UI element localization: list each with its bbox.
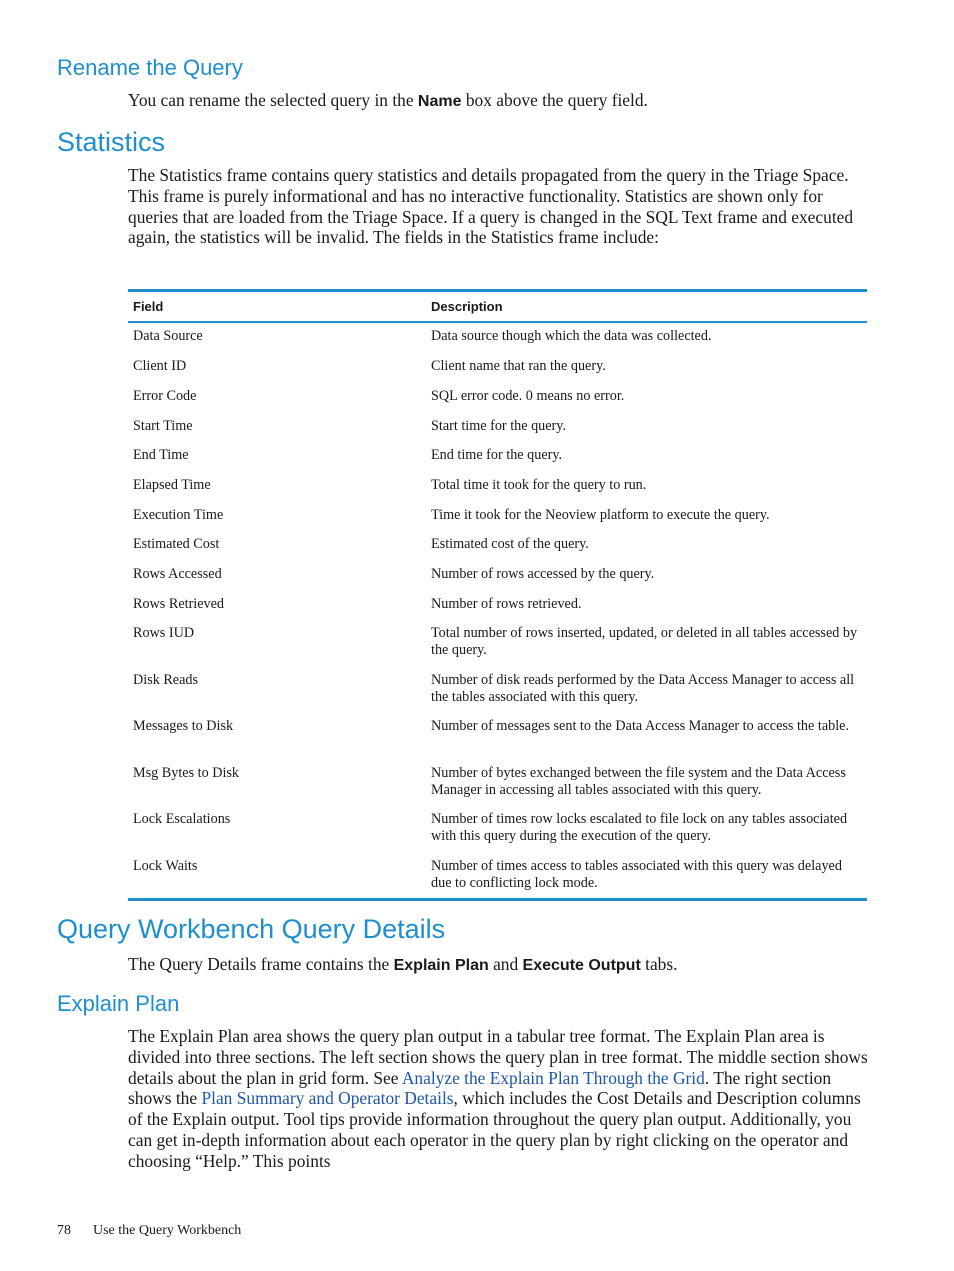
statistics-heading: Statistics <box>57 127 166 157</box>
table-row <box>128 620 867 667</box>
row-description: Total time it took for the query to run. <box>431 477 647 493</box>
table-row <box>128 413 867 442</box>
query-details-text: The Query Details frame contains the Explain Plan and Execute Output tabs. <box>128 954 678 974</box>
analyze-grid-link[interactable]: Analyze the Explain Plan Through the Grid <box>401 1067 705 1088</box>
row-description: Number of times row locks escalated to file lock on any tables associated with this query during the execution of the query. <box>431 811 848 844</box>
page-footer <box>57 1222 263 1240</box>
rename-heading: Rename the Query <box>57 55 243 80</box>
row-field: Error Code <box>133 388 197 404</box>
row-description: Client name that ran the query. <box>431 358 606 374</box>
header-description: Description <box>431 299 503 314</box>
name-ui-label: Name <box>417 93 462 110</box>
row-description: End time for the query. <box>431 447 563 463</box>
table-row <box>128 323 867 353</box>
row-description: Number of times access to tables associated with this query was delayed due to conflicting lock mode. <box>431 858 842 891</box>
query-details-heading: Query Workbench Query Details <box>57 914 446 944</box>
table-row <box>128 531 867 561</box>
plan-summary-link[interactable]: Plan Summary and Operator Details <box>201 1088 454 1109</box>
table-row <box>128 591 867 620</box>
table-row <box>128 561 867 591</box>
footer-section-title: Use the Query Workbench <box>93 1223 242 1238</box>
row-description: Estimated cost of the query. <box>431 536 589 552</box>
row-description: Number of rows retrieved. <box>431 596 582 612</box>
row-field: Client ID <box>133 358 187 374</box>
row-field: Lock Escalations <box>133 811 231 827</box>
row-description: SQL error code. 0 means no error. <box>431 388 625 404</box>
explain-plan-ui-label: Explain Plan <box>393 957 489 974</box>
table-header <box>128 292 867 323</box>
row-description: Total number of rows inserted, updated, or deleted in all tables accessed by the query. <box>431 625 858 658</box>
row-description: Number of bytes exchanged between the file system and the Data Access Manager in accessing all tables associated with this query. <box>431 765 846 798</box>
row-description: Start time for the query. <box>431 418 567 434</box>
execute-output-ui-label: Execute Output <box>522 957 641 974</box>
row-field: Elapsed Time <box>133 477 211 493</box>
table-row <box>128 502 867 531</box>
row-field: Execution Time <box>133 507 224 523</box>
table-row <box>128 472 867 502</box>
row-field: Data Source <box>133 328 203 344</box>
row-description: Number of disk reads performed by the Data Access Manager to access all the tables associated with this query. <box>431 672 855 705</box>
row-field: Start Time <box>133 418 193 434</box>
row-description: Time it took for the Neoview platform to execute the query. <box>431 507 770 523</box>
row-field: Rows IUD <box>133 625 195 641</box>
table-row <box>128 760 867 806</box>
statistics-intro: The Statistics frame contains query statistics and details propagated from the query in the Triage Space. This frame is purely informational and has no interactive functionality. Statistics are shown only for queries that are loaded from the Triage Space. If a query is changed in the SQL Text frame and executed again, the statistics will be invalid. The fields in the Statistics frame include: <box>128 165 854 248</box>
table-row <box>128 713 867 760</box>
row-description: Number of messages sent to the Data Access Manager to access the table. <box>431 718 849 734</box>
table-row <box>128 442 867 472</box>
row-field: End Time <box>133 447 189 463</box>
table-row <box>128 353 867 383</box>
row-field: Estimated Cost <box>133 536 220 552</box>
row-description: Number of rows accessed by the query. <box>431 566 655 582</box>
header-field: Field <box>133 299 164 314</box>
explain-plan-text: The Explain Plan area shows the query plan output in a tabular tree format. The Explain Plan area is divided into three sections. The left section shows the query plan in tree format. The middle section shows details about the plan in grid form. See Analyze the Explain Plan Through the Grid. The right section shows the Plan Summary and Operator Details, which includes the Cost Details and Description columns of the Explain output. Tool tips provide information throughout the query plan output. Additionally, you can get in-depth information about each operator in the query plan by right clicking on the operator and choosing “Help.” This points <box>128 1026 868 1171</box>
table-row <box>128 383 867 413</box>
row-description: Data source though which the data was collected. <box>431 328 712 344</box>
table-body <box>128 323 867 898</box>
row-field: Rows Retrieved <box>133 596 225 612</box>
explain-plan-heading: Explain Plan <box>57 991 180 1016</box>
page-number: 78 <box>57 1223 71 1238</box>
table-row <box>128 667 867 713</box>
table-row <box>128 806 867 853</box>
row-field: Rows Accessed <box>133 566 222 582</box>
row-field: Msg Bytes to Disk <box>133 765 240 781</box>
row-field: Messages to Disk <box>133 718 234 734</box>
rename-text: You can rename the selected query in the Name box above the query field. <box>128 90 648 110</box>
table-row <box>128 853 867 898</box>
row-field: Disk Reads <box>133 672 199 688</box>
statistics-table <box>128 289 867 901</box>
row-field: Lock Waits <box>133 858 198 874</box>
